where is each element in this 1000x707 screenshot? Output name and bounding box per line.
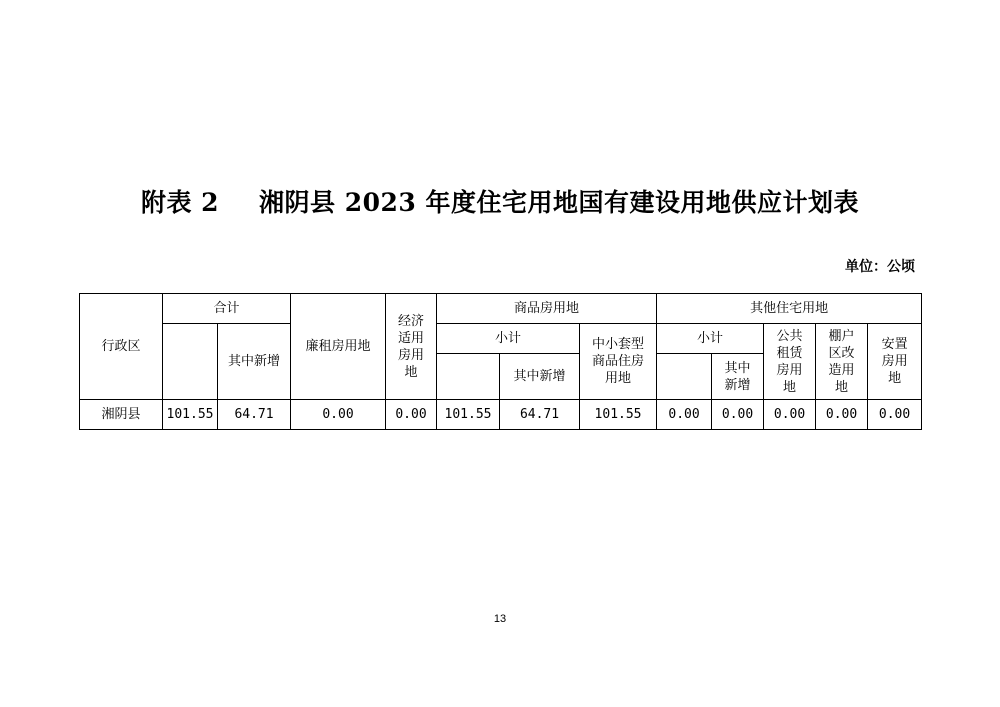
cell-other-new: 0.00 <box>712 400 764 430</box>
cell-resettlement: 0.00 <box>868 400 922 430</box>
cell-low-rent: 0.00 <box>291 400 386 430</box>
cell-commercial-subtotal: 101.55 <box>437 400 500 430</box>
header-other-amount <box>657 354 712 400</box>
header-other-subtotal: 小计 <box>657 324 764 354</box>
document-title <box>0 183 1000 219</box>
cell-district: 湘阴县 <box>80 400 163 430</box>
header-commercial-subtotal: 小计 <box>437 324 580 354</box>
header-public-rental: 公共 租赁 房用 地 <box>764 324 816 400</box>
cell-shantytown: 0.00 <box>816 400 868 430</box>
page-number: 13 <box>493 613 507 625</box>
header-total-amount <box>163 324 218 400</box>
table-row <box>80 400 922 430</box>
header-commercial: 商品房用地 <box>437 294 657 324</box>
cell-commercial-new: 64.71 <box>500 400 580 430</box>
title-prefix: 附表 2 <box>140 188 220 217</box>
cell-total-new: 64.71 <box>218 400 291 430</box>
header-row-2 <box>80 324 922 354</box>
cell-public-rental: 0.00 <box>764 400 816 430</box>
header-row-1 <box>80 294 922 324</box>
header-total: 合计 <box>163 294 291 324</box>
cell-affordable: 0.00 <box>386 400 437 430</box>
header-other: 其他住宅用地 <box>657 294 922 324</box>
header-resettlement: 安置 房用 地 <box>868 324 922 400</box>
title-main: 湘阴县 2023 年度住宅用地国有建设用地供应计划表 <box>259 188 860 217</box>
cell-small-medium: 101.55 <box>580 400 657 430</box>
header-other-new: 其中 新增 <box>712 354 764 400</box>
header-district: 行政区 <box>80 294 163 400</box>
header-shantytown: 棚户 区改 造用 地 <box>816 324 868 400</box>
supply-plan-table <box>79 293 922 430</box>
header-commercial-amount <box>437 354 500 400</box>
header-affordable: 经济 适用 房用 地 <box>386 294 437 400</box>
cell-other-subtotal: 0.00 <box>657 400 712 430</box>
header-small-medium: 中小套型 商品住房 用地 <box>580 324 657 400</box>
header-low-rent: 廉租房用地 <box>291 294 386 400</box>
cell-total: 101.55 <box>163 400 218 430</box>
unit-label: 单位：公顷 <box>845 259 915 275</box>
header-commercial-new: 其中新增 <box>500 354 580 400</box>
header-total-new: 其中新增 <box>218 324 291 400</box>
